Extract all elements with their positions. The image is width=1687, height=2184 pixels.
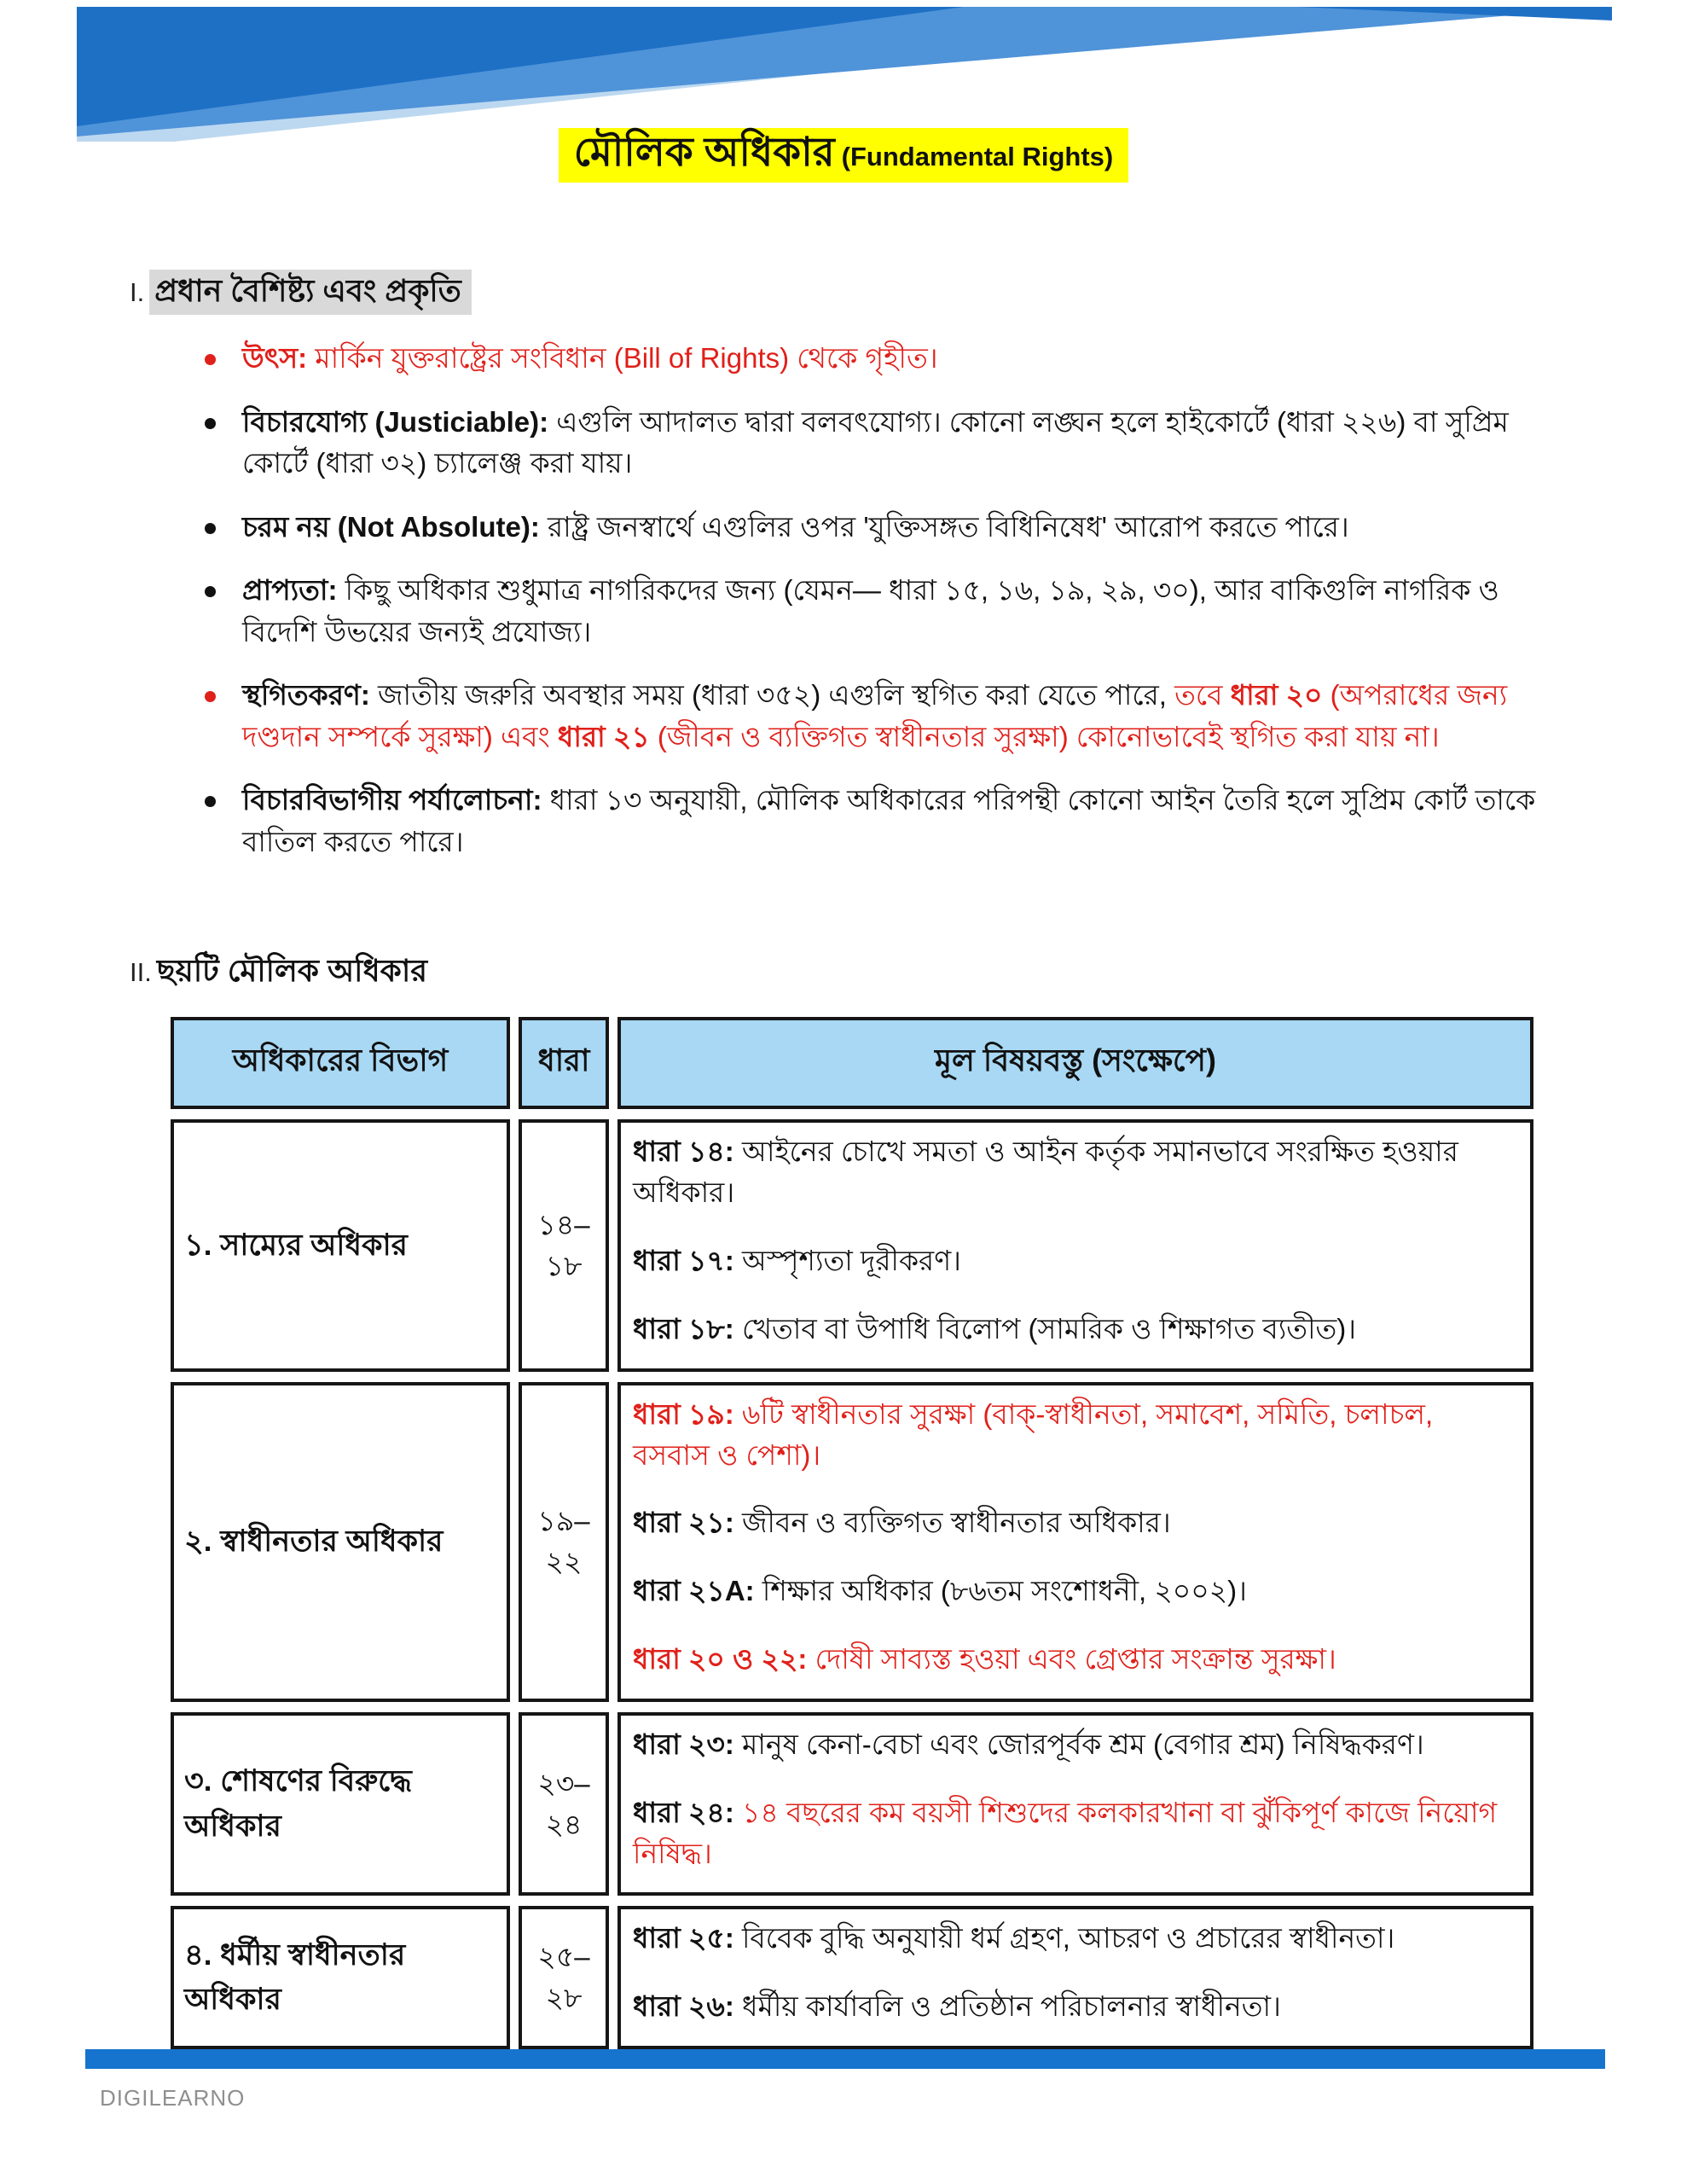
bullet-text	[242, 402, 1551, 485]
articles-line: ২৩–	[537, 1767, 590, 1799]
text-segment: শিক্ষার অধিকার (৮৬তম সংশোধনী, ২০০২)।	[754, 1575, 1247, 1607]
bullet-dot-icon	[205, 418, 216, 429]
text-segment: ধারা ১৭:	[633, 1244, 734, 1276]
point-paragraph	[633, 1394, 1515, 1476]
articles-line: ২৮	[545, 1982, 583, 2014]
articles-line: ২৫–	[537, 1941, 590, 1973]
point-paragraph	[633, 1724, 1515, 1765]
text-segment: ধারা ২৫:	[633, 1922, 734, 1955]
text-segment: আইনের চোখে সমতা ও আইন কর্তৃক সমানভাবে সংরক্ষিত হওয়ার অধিকার।	[633, 1136, 1458, 1209]
text-segment: বিচারযোগ্য (Justiciable):	[242, 405, 549, 438]
feature-bullet-list	[130, 338, 1551, 863]
text-segment: তবে	[1174, 679, 1231, 712]
text-segment: ধারা ১৪:	[633, 1136, 734, 1168]
text-segment: এগুলি আদালত দ্বারা বলবৎযোগ্য। কোনো লঙ্ঘন হলে হাইকোর্টে (ধারা ২২৬) বা সুপ্রিম কোর্টে (ধারা ৩২) চ্যালেঞ্জ করা যায়।	[242, 405, 1509, 479]
header-summary: মূল বিষয়বস্তু (সংক্ষেপে)	[617, 1017, 1533, 1109]
text-segment: কিছু অধিকার শুধুমাত্র নাগরিকদের জন্য (যেমন— ধারা ১৫, ১৬, ১৯, ২৯, ৩০), আর বাকিগুলি নাগরিক ও বিদেশি উভয়ের জন্যই প্রযোজ্য।	[242, 574, 1499, 648]
text-segment: ধারা ২৪:	[633, 1796, 734, 1828]
table-row	[171, 1119, 1533, 1371]
text-segment: প্রাপ্যতা:	[242, 574, 338, 607]
feature-bullet	[130, 338, 1551, 380]
fundamental-rights-table	[162, 1007, 1542, 2059]
bullet-dot-icon	[205, 796, 216, 807]
bullet-text	[242, 570, 1551, 653]
text-segment: চরম নয় (Not Absolute):	[242, 510, 540, 543]
points-cell	[617, 1906, 1533, 2049]
bullet-text	[242, 675, 1551, 758]
articles-cell	[519, 1712, 609, 1896]
point-paragraph	[633, 1571, 1515, 1612]
points-cell	[617, 1119, 1533, 1371]
text-segment: খেতাব বা উপাধি বিলোপ (সামরিক ও শিক্ষাগত ব্যতীত)।	[733, 1312, 1357, 1345]
text-segment: জাতীয় জরুরি অবস্থার সময় (ধারা ৩৫২) এগুলি স্থগিত করা যেতে পারে,	[369, 679, 1175, 712]
point-paragraph	[633, 1986, 1515, 2027]
articles-line: ২৪	[545, 1808, 583, 1840]
table-row	[171, 1712, 1533, 1896]
text-segment: ধারা ২১	[557, 720, 650, 752]
text-segment: স্থগিতকরণ:	[242, 679, 370, 712]
point-paragraph	[633, 1918, 1515, 1959]
section2-title: ছয়টি মৌলিক অধিকার	[156, 953, 428, 989]
page-title-bn: মৌলিক অধিকার	[573, 129, 835, 174]
text-segment: বিবেক বুদ্ধি অনুযায়ী ধর্ম গ্রহণ, আচরণ ও প্রচারের স্বাধীনতা।	[733, 1922, 1395, 1955]
articles-cell	[519, 1382, 609, 1702]
text-segment: উৎস:	[242, 342, 308, 375]
text-segment: ৬টি স্বাধীনতার সুরক্ষা (বাক্-স্বাধীনতা, সমাবেশ, সমিতি, চলাচল, বসবাস ও পেশা)।	[633, 1397, 1434, 1471]
text-segment: (জীবন ও ব্যক্তিগত স্বাধীনতার সুরক্ষা) কোনোভাবেই স্থগিত করা যায় না।	[649, 720, 1440, 752]
text-segment: অস্পৃশ্যতা দূরীকরণ।	[733, 1244, 961, 1276]
feature-bullet	[130, 570, 1551, 653]
feature-bullet	[130, 402, 1551, 485]
text-segment: ধারা ১৯:	[633, 1397, 734, 1430]
feature-bullet	[130, 780, 1551, 863]
point-paragraph	[633, 1309, 1515, 1350]
text-segment: রাষ্ট্র জনস্বার্থে এগুলির ওপর 'যুক্তিসঙ্গত বিধিনিষেধ' আরোপ করতে পারে।	[539, 510, 1349, 543]
points-cell	[617, 1712, 1533, 1896]
text-segment: ধারা ২০ ও ২২:	[633, 1643, 808, 1676]
text-segment: বিচারবিভাগীয় পর্যালোচনা:	[242, 784, 542, 816]
articles-line: ১৪–১৮	[537, 1209, 590, 1281]
category-cell: ৩. শোষণের বিরুদ্ধে অধিকার	[171, 1712, 510, 1896]
point-paragraph	[633, 1502, 1515, 1543]
text-segment: ধারা ২০	[1230, 679, 1323, 712]
text-segment: মার্কিন যুক্তরাষ্ট্রের সংবিধান (Bill of Rights) থেকে গৃহীত।	[307, 342, 938, 375]
category-cell: ৪. ধর্মীয় স্বাধীনতার অধিকার	[171, 1906, 510, 2049]
page-title-en: (Fundamental Rights)	[841, 142, 1114, 171]
text-segment: ধারা ১৮:	[633, 1312, 734, 1345]
title-row	[0, 0, 1687, 183]
table-row	[171, 1906, 1533, 2049]
text-segment: ধর্মীয় কার্যাবলি ও প্রতিষ্ঠান পরিচালনার স্বাধীনতা।	[733, 1990, 1281, 2023]
page-title-highlight	[559, 128, 1129, 183]
table-row	[171, 1382, 1533, 1702]
category-cell: ১. সাম্যের অধিকার	[171, 1119, 510, 1371]
footer-brand: DIGILEARNO	[100, 2085, 246, 2111]
bullet-text	[242, 338, 938, 380]
header-articles: ধারা	[519, 1017, 609, 1109]
point-paragraph	[633, 1792, 1515, 1874]
category-cell: ২. স্বাধীনতার অধিকার	[171, 1382, 510, 1702]
text-segment: (অপরাধের জন্য দণ্ডদান সম্পর্কে সুরক্ষা) এবং	[242, 679, 1508, 752]
feature-bullet	[130, 675, 1551, 758]
text-segment: ধারা ২১:	[633, 1507, 734, 1539]
text-segment: ১৪ বছরের কম বয়সী শিশুদের কলকারখানা বা ঝুঁকিপূর্ণ কাজে নিয়োগ নিষিদ্ধ।	[633, 1796, 1498, 1869]
text-segment: দোষী সাব্যস্ত হওয়া এবং গ্রেপ্তার সংক্রান্ত সুরক্ষা।	[807, 1643, 1336, 1676]
text-segment: ধারা ২১A:	[633, 1575, 755, 1607]
bullet-dot-icon	[205, 523, 216, 534]
bullet-dot-icon	[205, 354, 216, 365]
bullet-text	[242, 507, 1349, 549]
articles-cell	[519, 1906, 609, 2049]
points-cell	[617, 1382, 1533, 1702]
document-body	[130, 271, 1551, 2059]
section1-heading	[130, 271, 1551, 311]
point-paragraph	[633, 1240, 1515, 1281]
feature-bullet	[130, 507, 1551, 549]
point-paragraph	[633, 1131, 1515, 1213]
footer-accent-bar	[85, 2049, 1605, 2069]
text-segment: ধারা ২৬:	[633, 1990, 734, 2023]
point-paragraph	[633, 1639, 1515, 1680]
bullet-text	[242, 780, 1551, 863]
text-segment: জীবন ও ব্যক্তিগত স্বাধীনতার অধিকার।	[733, 1507, 1171, 1539]
text-segment: ধারা ১৩ অনুযায়ী, মৌলিক অধিকারের পরিপন্থী কোনো আইন তৈরি হলে সুপ্রিম কোর্ট তাকে বাতিল করতে পারে।	[242, 784, 1536, 857]
bullet-dot-icon	[205, 691, 216, 702]
text-segment: মানুষ কেনা-বেচা এবং জোরপূর্বক শ্রম (বেগার শ্রম) নিষিদ্ধকরণ।	[733, 1728, 1424, 1760]
section1-numeral: I.	[130, 276, 145, 307]
bullet-dot-icon	[205, 586, 216, 597]
articles-cell	[519, 1119, 609, 1371]
table-header-row	[171, 1017, 1533, 1109]
header-category: অধিকারের বিভাগ	[171, 1017, 510, 1109]
articles-line: ১৯–২২	[537, 1505, 590, 1578]
text-segment: ধারা ২৩:	[633, 1728, 734, 1760]
section2-heading	[130, 951, 1551, 991]
section1-title: প্রধান বৈশিষ্ট্য এবং প্রকৃতি	[149, 270, 471, 315]
section2-numeral: II.	[130, 957, 152, 988]
